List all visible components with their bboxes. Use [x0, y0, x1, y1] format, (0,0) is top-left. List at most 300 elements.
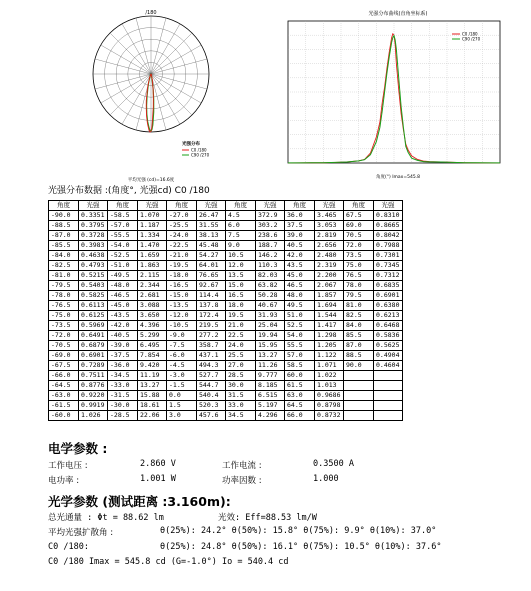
table-cell: -27.0 [167, 211, 197, 221]
power-value: 1.001 W [140, 474, 176, 484]
table-cell: -61.5 [49, 401, 79, 411]
table-cell: 54.0 [285, 331, 315, 341]
table-cell: 72.0 [344, 241, 374, 251]
table-row [49, 341, 403, 351]
table-cell: -24.0 [167, 231, 197, 241]
table-cell: 3.650 [138, 311, 167, 321]
table-row [49, 211, 403, 221]
table-cell: 50.28 [256, 291, 285, 301]
table-cell: 110.3 [256, 261, 285, 271]
table-cell: 1.026 [79, 411, 108, 421]
table-cell: 0.8732 [315, 411, 344, 421]
table-cell: 66.0 [285, 411, 315, 421]
table-cell: 38.13 [197, 231, 226, 241]
table-cell: 3.465 [315, 211, 344, 221]
table-cell: 49.5 [285, 301, 315, 311]
table-cell: 16.5 [226, 291, 256, 301]
voltage-label: 工作电压 : [48, 461, 88, 471]
table-cell: 0.4904 [374, 351, 403, 361]
table-cell: -18.0 [167, 271, 197, 281]
table-row [49, 331, 403, 341]
table-cell: 8.185 [256, 381, 285, 391]
power-factor-value: 1.000 [313, 474, 339, 484]
table-cell: 69.0 [344, 221, 374, 231]
table-cell: -66.0 [49, 371, 79, 381]
table-cell: 19.5 [226, 311, 256, 321]
polar-spoke [151, 24, 180, 74]
table-cell: 219.5 [197, 321, 226, 331]
table-row [49, 311, 403, 321]
polar-spoke [110, 74, 151, 115]
table-cell: -36.0 [108, 361, 138, 371]
table-cell: 7.854 [138, 351, 167, 361]
table-header-angle: 角度 [49, 201, 79, 211]
polar-spoke [151, 45, 201, 74]
table-cell: -15.0 [167, 291, 197, 301]
table-cell: 55.5 [285, 341, 315, 351]
table-cell: 5.197 [256, 401, 285, 411]
table-cell: -3.0 [167, 371, 197, 381]
table-cell: 0.8776 [79, 381, 108, 391]
total-flux: 总光通量 : Φt = 88.62 lm [48, 513, 164, 523]
table-cell: 25.04 [256, 321, 285, 331]
table-cell: -79.5 [49, 281, 79, 291]
power-factor-label: 功率因数 : [222, 476, 262, 486]
table-cell: 84.0 [344, 321, 374, 331]
table-cell: 520.3 [197, 401, 226, 411]
table-row [49, 271, 403, 281]
table-cell: 85.5 [344, 331, 374, 341]
polar-spoke [110, 33, 151, 74]
table-cell: 40.67 [256, 301, 285, 311]
table-cell: -82.5 [49, 261, 79, 271]
polar-grid [93, 16, 209, 132]
table-cell: -1.5 [167, 381, 197, 391]
table-cell: 1.694 [315, 301, 344, 311]
table-cell: 31.93 [256, 311, 285, 321]
table-cell: 11.26 [256, 361, 285, 371]
table-cell: 0.6835 [374, 281, 403, 291]
table-cell: 1.470 [138, 241, 167, 251]
table-cell: -9.0 [167, 331, 197, 341]
table-cell: 0.5625 [374, 341, 403, 351]
table-cell: 22.5 [226, 331, 256, 341]
table-cell: 0.7289 [79, 361, 108, 371]
table-cell: -49.5 [108, 271, 138, 281]
table-cell: 22.06 [138, 411, 167, 421]
table-cell: -69.0 [49, 351, 79, 361]
table-cell: 0.7511 [79, 371, 108, 381]
table-cell: 5.299 [138, 331, 167, 341]
table-header-intensity: 光强 [374, 201, 403, 211]
table-cell: 9.777 [256, 371, 285, 381]
table-cell: 0.3795 [79, 221, 108, 231]
table-cell: 2.656 [315, 241, 344, 251]
table-row [49, 411, 403, 421]
table-cell: 0.8798 [315, 401, 344, 411]
polar-spoke [95, 59, 151, 74]
polar-spoke [122, 24, 151, 74]
table-cell: 13.5 [226, 271, 256, 281]
table-cell: 15.88 [138, 391, 167, 401]
table-header-angle: 角度 [344, 201, 374, 211]
polar-spoke [151, 59, 207, 74]
intensity-data-table [48, 200, 403, 421]
table-cell: -63.0 [49, 391, 79, 401]
table-cell: 82.5 [344, 311, 374, 321]
table-cell: 57.0 [285, 351, 315, 361]
table-cell: -40.5 [108, 331, 138, 341]
table-cell: 4.396 [138, 321, 167, 331]
table-cell: -37.5 [108, 351, 138, 361]
table-cell: -42.0 [108, 321, 138, 331]
table-cell: 64.5 [285, 401, 315, 411]
table-cell: -30.0 [108, 401, 138, 411]
table-cell: 2.480 [315, 251, 344, 261]
table-cell: 87.0 [344, 341, 374, 351]
table-cell: 1.334 [138, 231, 167, 241]
table-cell: 1.013 [315, 381, 344, 391]
table-cell: 42.0 [285, 251, 315, 261]
table-cell [344, 381, 374, 391]
table-cell: 4.296 [256, 411, 285, 421]
table-cell: 0.4604 [374, 361, 403, 371]
polar-bottom-label: 平均光强 (cd)=16.6度 [127, 178, 175, 183]
table-cell: 1.857 [315, 291, 344, 301]
table-cell: 0.0 [167, 391, 197, 401]
polar-spoke [151, 74, 201, 103]
table-row [49, 321, 403, 331]
table-row [49, 401, 403, 411]
table-cell: 0.5836 [374, 331, 403, 341]
table-row [49, 261, 403, 271]
polar-diagram [86, 6, 216, 184]
table-cell: 81.0 [344, 301, 374, 311]
table-cell: 2.681 [138, 291, 167, 301]
table-row [49, 221, 403, 231]
table-cell [374, 411, 403, 421]
table-cell: 52.5 [285, 321, 315, 331]
table-cell: 0.4638 [79, 251, 108, 261]
table-cell: -28.5 [108, 411, 138, 421]
optical-title: 光学参数 (测试距离 :3.160m): [48, 494, 231, 509]
table-cell: 21.0 [226, 321, 256, 331]
table-cell: 45.48 [197, 241, 226, 251]
table-cell: -57.0 [108, 221, 138, 231]
table-cell: 40.5 [285, 241, 315, 251]
table-cell: 277.2 [197, 331, 226, 341]
table-cell: 75.0 [344, 261, 374, 271]
polar-spoke [151, 74, 207, 89]
table-cell: -73.5 [49, 321, 79, 331]
table-cell: 0.9686 [315, 391, 344, 401]
table-cell: 1.070 [138, 211, 167, 221]
table-cell: 114.4 [197, 291, 226, 301]
power-label: 电功率 : [48, 476, 80, 486]
table-cell [344, 391, 374, 401]
table-cell [374, 391, 403, 401]
table-cell: 13.27 [256, 351, 285, 361]
table-cell: -46.5 [108, 291, 138, 301]
table-cell: -25.5 [167, 221, 197, 231]
polar-legend-label-c90: C90 /270 [191, 152, 210, 158]
chart-legend [452, 32, 481, 42]
table-cell: 137.8 [197, 301, 226, 311]
table-cell: -22.5 [167, 241, 197, 251]
table-cell: 39.0 [285, 231, 315, 241]
table-cell: -64.5 [49, 381, 79, 391]
c0-spread-values: θ(25%): 24.8° θ(50%): 16.1° θ(75%): 10.5° θ(10%): 37.6° [160, 542, 442, 552]
table-cell: -12.0 [167, 311, 197, 321]
table-cell: 7.5 [226, 231, 256, 241]
table-cell: 3.0 [167, 411, 197, 421]
table-cell: 13.27 [138, 381, 167, 391]
table-cell: 18.0 [226, 301, 256, 311]
table-cell: 1.205 [315, 341, 344, 351]
table-cell: 6.495 [138, 341, 167, 351]
table-cell: 60.0 [285, 371, 315, 381]
table-cell: 0.3983 [79, 241, 108, 251]
table-header-angle: 角度 [226, 201, 256, 211]
table-cell: 303.2 [256, 221, 285, 231]
table-body [49, 211, 403, 421]
table-cell: -52.5 [108, 251, 138, 261]
table-cell: -43.5 [108, 311, 138, 321]
table-row [49, 251, 403, 261]
table-header-angle: 角度 [167, 201, 197, 211]
table-cell: -48.0 [108, 281, 138, 291]
table-cell: 0.8665 [374, 221, 403, 231]
table-cell: -39.0 [108, 341, 138, 351]
polar-spoke [95, 74, 151, 89]
table-cell: -7.5 [167, 341, 197, 351]
table-cell: 0.9919 [79, 401, 108, 411]
table-row [49, 241, 403, 251]
table-cell: 1.5 [167, 401, 197, 411]
table-cell: 11.19 [138, 371, 167, 381]
table-cell: 34.5 [226, 411, 256, 421]
chart-legend-label-c90: C90 /270 [462, 36, 481, 42]
table-cell: 79.5 [344, 291, 374, 301]
table-cell: 67.5 [344, 211, 374, 221]
table-cell: 0.6113 [79, 301, 108, 311]
table-header-row [49, 201, 403, 211]
table-cell: 0.3351 [79, 211, 108, 221]
table-cell: 0.6213 [374, 311, 403, 321]
table-cell: -10.5 [167, 321, 197, 331]
table-row [49, 351, 403, 361]
chart-x-label: 角度(°) Imax=545.8 [376, 175, 420, 180]
table-cell: 28.5 [226, 371, 256, 381]
table-cell: -58.5 [108, 211, 138, 221]
table-cell: 10.5 [226, 251, 256, 261]
table-cell: 31.55 [197, 221, 226, 231]
polar-spoke [101, 74, 151, 103]
c0-label: C0 /180: [48, 542, 89, 552]
table-cell: 73.5 [344, 251, 374, 261]
polar-spoke [151, 74, 192, 115]
table-cell [374, 371, 403, 381]
table-cell: -85.5 [49, 241, 79, 251]
table-cell: 1.863 [138, 261, 167, 271]
table-cell: 2.819 [315, 231, 344, 241]
intensity-line-chart [270, 6, 510, 184]
polar-curve-c0 [146, 74, 153, 132]
table-cell: 0.4793 [79, 261, 108, 271]
table-cell: 1.659 [138, 251, 167, 261]
table-cell: 372.9 [256, 211, 285, 221]
table-cell: 48.0 [285, 291, 315, 301]
table-header-intensity: 光强 [79, 201, 108, 211]
table-cell: -60.0 [49, 411, 79, 421]
table-cell: 88.5 [344, 351, 374, 361]
table-cell: 0.6901 [79, 351, 108, 361]
polar-spoke [151, 18, 166, 74]
table-cell: 61.5 [285, 381, 315, 391]
table-cell: 15.0 [226, 281, 256, 291]
table-cell: 457.6 [197, 411, 226, 421]
table-cell: 0.9220 [79, 391, 108, 401]
table-row [49, 231, 403, 241]
polar-legend-title: 光强分布 [182, 142, 200, 147]
chart-grid [288, 21, 500, 163]
imax-line: C0 /180 Imax = 545.8 cd (G=-1.0°) Io = 540.4 cd [48, 557, 289, 567]
table-cell [344, 411, 374, 421]
electrical-title: 电学参数 : [48, 441, 108, 456]
table-cell: 9.0 [226, 241, 256, 251]
table-cell: 0.5403 [79, 281, 108, 291]
polar-spoke [151, 74, 180, 124]
table-cell: -84.0 [49, 251, 79, 261]
table-cell: 0.8310 [374, 211, 403, 221]
table-cell: -55.5 [108, 231, 138, 241]
table-cell: -78.0 [49, 291, 79, 301]
table-cell: -88.5 [49, 221, 79, 231]
table-cell: 58.5 [285, 361, 315, 371]
table-cell: 527.7 [197, 371, 226, 381]
voltage-value: 2.860 V [140, 459, 176, 469]
table-cell [344, 371, 374, 381]
table-row [49, 291, 403, 301]
table-header-angle: 角度 [108, 201, 138, 211]
efficacy: 光效: Eff=88.53 lm/W [218, 513, 317, 523]
current-label: 工作电流 : [222, 461, 262, 471]
table-cell: -4.5 [167, 361, 197, 371]
table-cell: 78.0 [344, 281, 374, 291]
table-cell: 63.82 [256, 281, 285, 291]
table-cell: 19.94 [256, 331, 285, 341]
table-cell: 9.420 [138, 361, 167, 371]
table-cell: 33.0 [226, 401, 256, 411]
table-row [49, 301, 403, 311]
table-cell: 46.5 [285, 281, 315, 291]
table-cell: 0.6901 [374, 291, 403, 301]
table-cell [374, 401, 403, 411]
table-cell: -72.0 [49, 331, 79, 341]
table-cell: -13.5 [167, 301, 197, 311]
table-cell: 82.03 [256, 271, 285, 281]
table-cell: -31.5 [108, 391, 138, 401]
table-cell: -21.0 [167, 251, 197, 261]
table-header-intensity: 光强 [315, 201, 344, 211]
table-cell: 63.0 [285, 391, 315, 401]
table-header-intensity: 光强 [197, 201, 226, 211]
table-cell: 76.65 [197, 271, 226, 281]
table-cell: 26.47 [197, 211, 226, 221]
table-cell: 4.5 [226, 211, 256, 221]
table-cell: 238.6 [256, 231, 285, 241]
table-cell: 1.298 [315, 331, 344, 341]
table-cell: 0.7988 [374, 241, 403, 251]
table-cell: 0.8042 [374, 231, 403, 241]
table-cell: 51.0 [285, 311, 315, 321]
table-cell: 0.5215 [79, 271, 108, 281]
polar-legend [182, 140, 210, 158]
table-cell: 37.5 [285, 221, 315, 231]
intensity-table [48, 200, 403, 421]
table-cell: -76.5 [49, 301, 79, 311]
table-header-intensity: 光强 [256, 201, 285, 211]
table-cell: 544.7 [197, 381, 226, 391]
table-cell: 15.95 [256, 341, 285, 351]
table-cell [344, 401, 374, 411]
table-cell: 0.6125 [79, 311, 108, 321]
table-cell [374, 381, 403, 391]
table-cell: 70.5 [344, 231, 374, 241]
table-cell: 30.0 [226, 381, 256, 391]
table-cell: 31.5 [226, 391, 256, 401]
table-cell: 6.515 [256, 391, 285, 401]
table-cell: 146.2 [256, 251, 285, 261]
chart-title: 光强分布曲线(直角坐标系) [368, 11, 428, 17]
table-cell: 6.0 [226, 221, 256, 231]
table-cell: -19.5 [167, 261, 197, 271]
polar-spoke [136, 18, 151, 74]
spread-values: θ(25%): 24.2° θ(50%): 15.8° θ(75%): 9.9° θ(10%): 37.0° [160, 526, 437, 536]
table-header-intensity: 光强 [138, 201, 167, 211]
table-cell: 2.115 [138, 271, 167, 281]
table-cell: -87.0 [49, 231, 79, 241]
table-cell: 1.071 [315, 361, 344, 371]
table-cell: 1.417 [315, 321, 344, 331]
table-cell: -90.0 [49, 211, 79, 221]
table-cell: -33.0 [108, 381, 138, 391]
table-cell: 0.5969 [79, 321, 108, 331]
table-cell: 2.067 [315, 281, 344, 291]
table-cell: 0.7301 [374, 251, 403, 261]
table-cell: 45.0 [285, 271, 315, 281]
table-cell: -34.5 [108, 371, 138, 381]
polar-spoke [101, 45, 151, 74]
table-cell: 0.3728 [79, 231, 108, 241]
table-cell: 3.088 [138, 301, 167, 311]
polar-legend-label-c0: C0 /180 [191, 147, 207, 153]
table-cell: 2.344 [138, 281, 167, 291]
spread-label: 平均光强扩散角 : [48, 528, 114, 538]
table-cell: 188.7 [256, 241, 285, 251]
table-caption: 光强分布数据 :(角度°, 光强cd) C0 /180 [48, 186, 210, 196]
table-cell: -16.5 [167, 281, 197, 291]
table-cell: 92.67 [197, 281, 226, 291]
table-cell: 18.61 [138, 401, 167, 411]
table-cell: 64.01 [197, 261, 226, 271]
table-row [49, 281, 403, 291]
table-cell: -70.5 [49, 341, 79, 351]
table-cell: 0.6380 [374, 301, 403, 311]
table-cell: 0.6468 [374, 321, 403, 331]
table-cell: 43.5 [285, 261, 315, 271]
table-row [49, 361, 403, 371]
